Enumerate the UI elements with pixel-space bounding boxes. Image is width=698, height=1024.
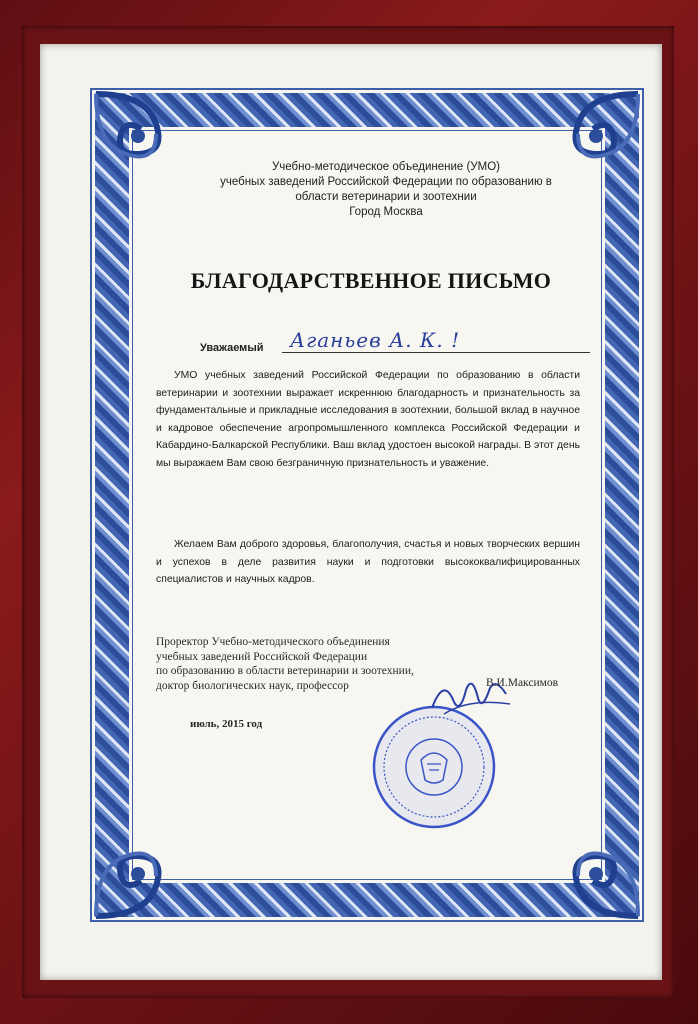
corner-ornament-icon (86, 806, 206, 926)
inner-border-line (132, 130, 602, 880)
issue-date: июль, 2015 год (190, 718, 263, 730)
signatory-line-3: по образованию в области ветеринарии и зоотехнии, (156, 665, 414, 677)
org-line-2: учебных заведений Российской Федерации по образованию в (220, 176, 552, 188)
corner-ornament-icon (86, 84, 206, 204)
signatory-line-1: Проректор Учебно-методического объединения (156, 636, 390, 648)
signatory-line-2: учебных заведений Российской Федерации (156, 650, 368, 663)
signatory-line-4: доктор биологических наук, профессор (156, 679, 349, 692)
paragraph-gratitude: УМО учебных заведений Российской Федерации по образованию в области ветеринарии и зоотехнии выражает искреннюю благодарность и признательность за фундаментальные и прикладные исследования в зоотехнии, большой вклад в научное и кадровое обеспечение агропромышленного комплекса Российской Федерации и Кабардино-Балкарской Республики. Ваш вклад удостоен высокой награды. В этот день мы выражаем Вам свою безграничную признательность и уважение. (156, 370, 580, 469)
recipient-name-handwritten: Аганьев А. К. ! (282, 328, 590, 353)
signatory-title (156, 635, 456, 693)
org-line-3: области ветеринарии и зоотехнии (295, 191, 477, 203)
corner-ornament-icon (528, 806, 648, 926)
paragraph-wishes: Желаем Вам доброго здоровья, благополучия, счастья и новых творческих вершин и успехов в деле развития науки и подготовки высококвалифицированных специалистов и научных кадров. (156, 539, 580, 585)
org-city: Город Москва (349, 206, 423, 218)
organization-header (196, 160, 576, 220)
greeting-label: Уважаемый (200, 342, 264, 354)
greeting-row (200, 328, 580, 360)
signer-name: В.И.Максимов (486, 677, 559, 689)
document-title: БЛАГОДАРСТВЕННОЕ ПИСЬМО (190, 268, 552, 293)
certificate (90, 88, 644, 922)
org-line-1: Учебно-методическое объединение (УМО) (271, 161, 500, 173)
